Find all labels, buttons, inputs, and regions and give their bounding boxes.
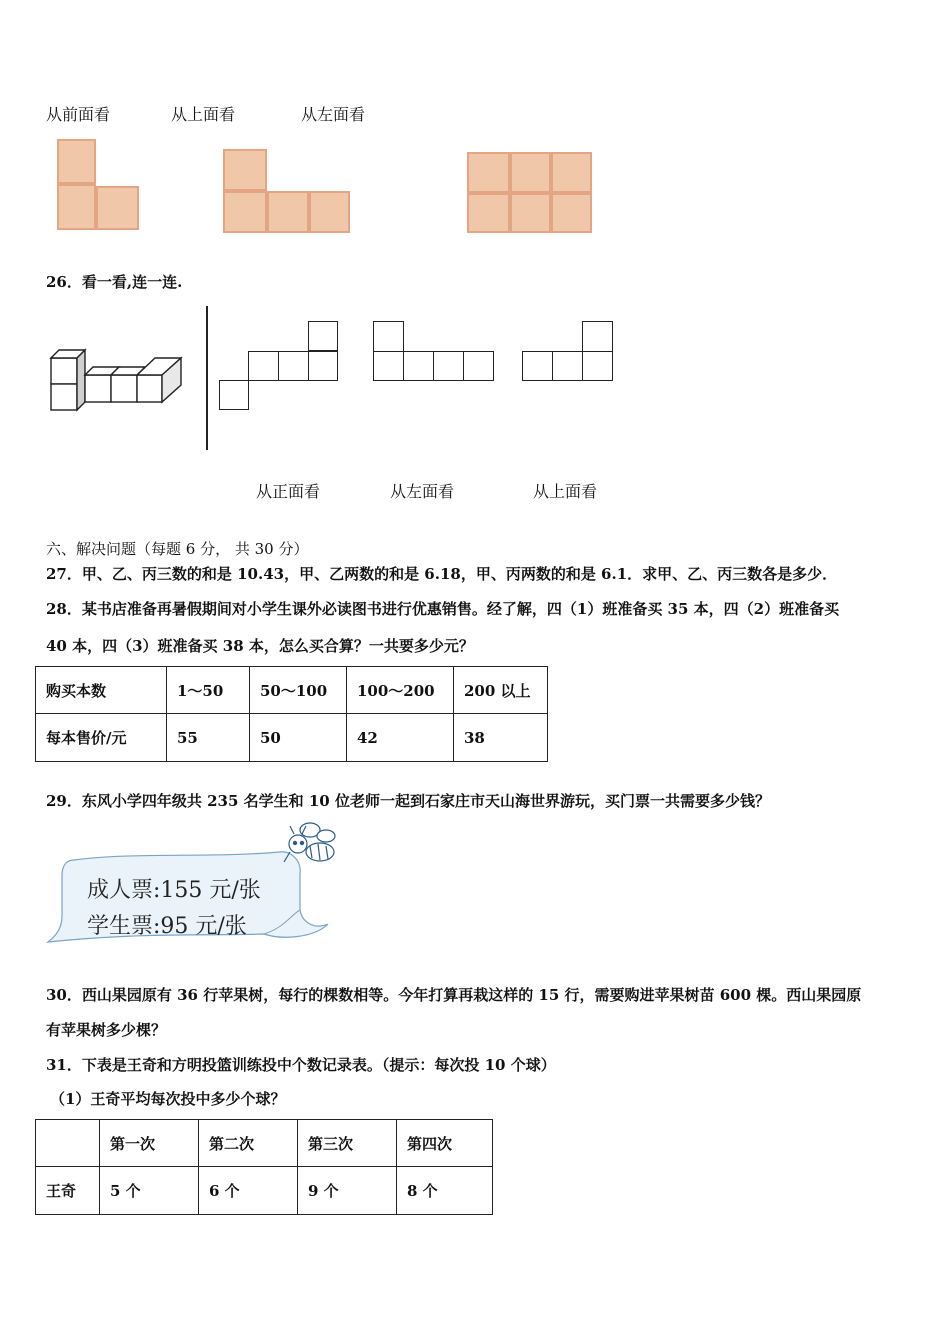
table-cell: 6 个 [199, 1167, 298, 1215]
table-cell: 王奇 [36, 1167, 100, 1215]
question-29: 29．东风小学四年级共 235 名学生和 10 位老师一起到石家庄市天山海世界游玩，买门票一共需要多少钱？ [46, 792, 770, 810]
divider-line [206, 306, 208, 450]
table-cell: 50～100 [250, 667, 347, 714]
label-top-view: 从上面看 [171, 105, 236, 124]
table-cell [36, 1120, 100, 1167]
table-cell: 9 个 [298, 1167, 397, 1215]
adult-ticket-price: 成人票:155 元/张 [87, 878, 261, 903]
label-view-top: 从上面看 [533, 482, 598, 501]
table-row [36, 667, 548, 714]
question-31: 31．下表是王奇和方明投篮训练投中个数记录表。（提示：每次投 10 个球） [46, 1056, 556, 1074]
table-cell: 第三次 [298, 1120, 397, 1167]
question-28-line1: 28．某书店准备再暑假期间对小学生课外必读图书进行优惠销售。经了解，四（1）班准备买 35 本，四（2）班准备买 [46, 600, 840, 618]
table-row [36, 1167, 493, 1215]
cube-solid-figure [44, 345, 186, 417]
table-cell: 50 [250, 714, 347, 762]
question-30-line1: 30．西山果园原有 36 行苹果树，每行的棵数相等。今年打算再栽这样的 15 行，需要购进苹果树苗 600 棵。西山果园原 [46, 986, 862, 1004]
student-ticket-price: 学生票:95 元/张 [87, 914, 247, 939]
question-31-sub1: （1）王奇平均每次投中多少个球？ [50, 1090, 286, 1108]
question-30-line2: 有苹果树多少棵？ [46, 1021, 167, 1039]
table-cell: 购买本数 [36, 667, 167, 714]
label-left-view: 从左面看 [301, 105, 366, 124]
label-view-front: 从正面看 [256, 482, 321, 501]
price-table [35, 666, 548, 762]
table-row [36, 714, 548, 762]
table-row [36, 1120, 493, 1167]
table-cell: 100～200 [347, 667, 454, 714]
table-cell: 1～50 [167, 667, 250, 714]
question-28-line2: 40 本，四（3）班准备买 38 本，怎么买合算？一共要多少元？ [46, 637, 474, 655]
table-cell: 第四次 [397, 1120, 493, 1167]
section-6-heading: 六、解决问题（每题 6 分， 共 30 分） [46, 540, 309, 558]
question-26: 26．看一看,连一连. [46, 273, 183, 291]
label-front-view: 从前面看 [46, 105, 111, 124]
table-cell: 5 个 [100, 1167, 199, 1215]
table-cell: 42 [347, 714, 454, 762]
table-cell: 第二次 [199, 1120, 298, 1167]
table-cell: 38 [454, 714, 548, 762]
table-cell: 55 [167, 714, 250, 762]
shooting-table [35, 1119, 493, 1215]
label-view-left: 从左面看 [390, 482, 455, 501]
question-27: 27．甲、乙、丙三数的和是 10.43，甲、乙两数的和是 6.18，甲、丙两数的和是 6.1．求甲、乙、丙三数各是多少． [46, 565, 838, 583]
table-cell: 200 以上 [454, 667, 548, 714]
table-cell: 第一次 [100, 1120, 199, 1167]
table-cell: 每本售价/元 [36, 714, 167, 762]
table-cell: 8 个 [397, 1167, 493, 1215]
